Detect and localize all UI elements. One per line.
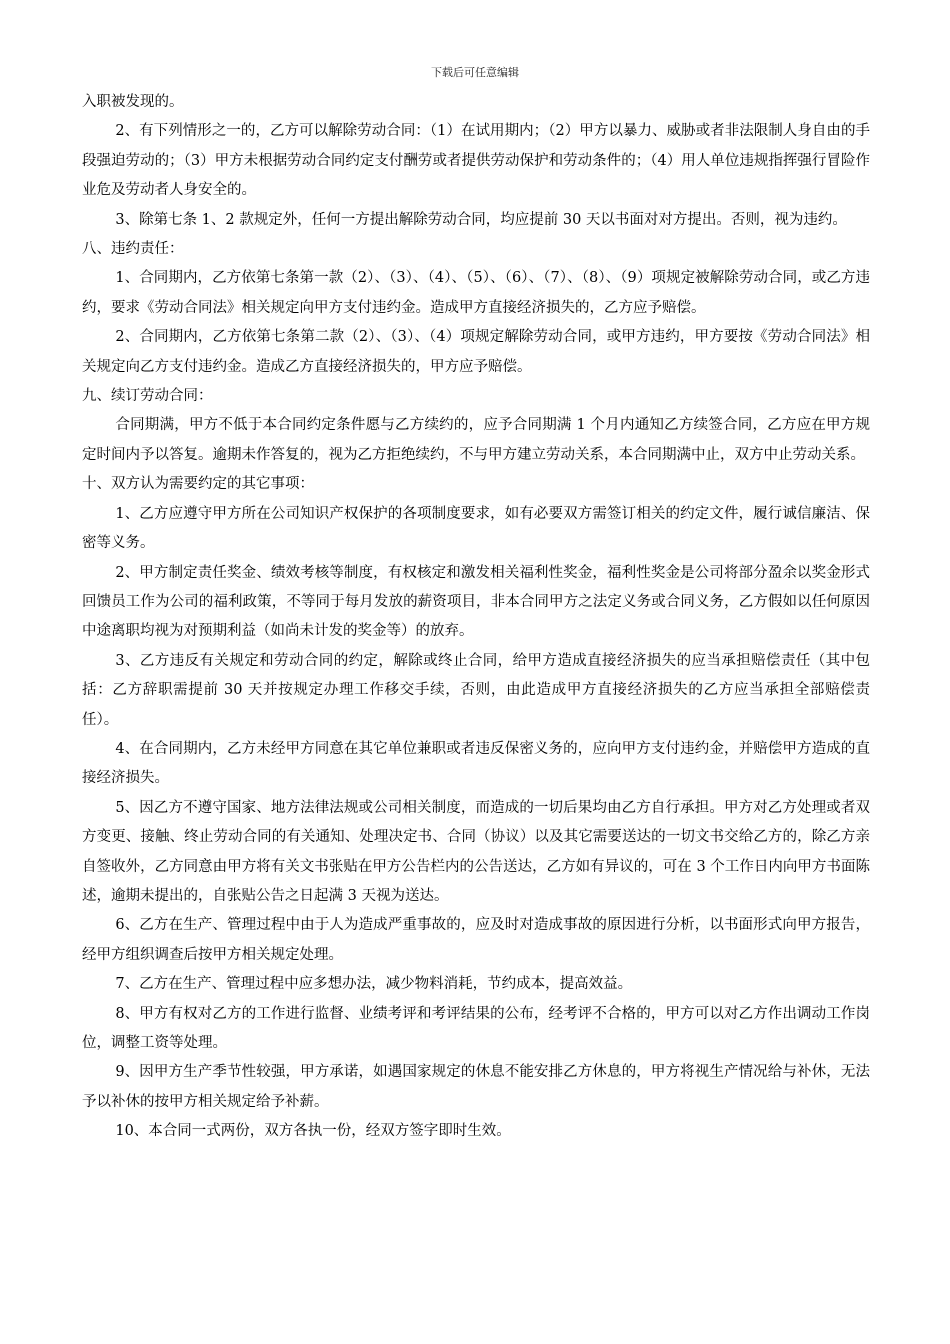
- section-heading-10: 十、双方认为需要约定的其它事项：: [82, 476, 314, 493]
- clause-10-2: 2、甲方制定责任奖金、绩效考核等制度，有权核定和激发相关福利性奖金，福利性奖金是公司将部分盈余以奖金形式回馈员工作为公司的福利政策，不等同于每月发放的薪资项目，非本合同甲方之法定义务或合同义务，乙方假如以任何原因中途离职均视为对预期利益（如尚未计发的奖金等）的放弃。: [82, 564, 870, 640]
- section-heading-8: 八、违约责任：: [82, 241, 184, 258]
- paragraph-continuation: 入职被发现的。: [82, 94, 184, 110]
- clause-9: 合同期满，甲方不低于本合同约定条件愿与乙方续约的，应予合同期满 1 个月内通知乙方续签合同，乙方应在甲方规定时间内予以答复。逾期未作答复的，视为乙方拒绝续约，不与甲方建立劳动关系，本合同期满中止，双方中止劳动关系。: [82, 417, 870, 463]
- clause-10-8: 8、甲方有权对乙方的工作进行监督、业绩考评和考评结果的公布，经考评不合格的，甲方可以对乙方作出调动工作岗位，调整工资等处理。: [82, 1005, 870, 1051]
- clause-8-1: 1、合同期内，乙方依第七条第一款（2）、（3）、（4）、（5）、（6）、（7）、（8）、（9）项规定被解除劳动合同，或乙方违约，要求《劳动合同法》相关规定向甲方支付违约金。造成甲方直接经济损失的，乙方应予赔偿。: [82, 270, 870, 316]
- section-heading-9: 九、续订劳动合同：: [82, 388, 213, 405]
- clause-10-4: 4、在合同期内，乙方未经甲方同意在其它单位兼职或者违反保密义务的，应向甲方支付违约金，并赔偿甲方造成的直接经济损失。: [82, 740, 870, 787]
- clause-10-10: 10、本合同一式两份，双方各执一份，经双方签字即时生效。: [115, 1123, 511, 1140]
- clause-7-2: 2、有下列情形之一的，乙方可以解除劳动合同：（1）在试用期内；（2）甲方以暴力、威胁或者非法限制人身自由的手段强迫劳动的；（3）甲方未根据劳动合同约定支付酬劳或者提供劳动保护和劳动条件的；（4）用人单位违规指挥强行冒险作业危及劳动者人身安全的。: [82, 123, 870, 199]
- clause-8-2: 2、合同期内，乙方依第七条第二款（2）、（3）、（4）项规定解除劳动合同，或甲方违约，甲方要按《劳动合同法》相关规定向乙方支付违约金。造成乙方直接经济损失的，甲方应予赔偿。: [82, 329, 870, 375]
- clause-10-6: 6、乙方在生产、管理过程中由于人为造成严重事故的，应及时对造成事故的原因进行分析，以书面形式向甲方报告，经甲方组织调查后按甲方相关规定处理。: [82, 917, 870, 963]
- clause-10-1: 1、乙方应遵守甲方所在公司知识产权保护的各项制度要求，如有必要双方需签订相关的约定文件，履行诚信廉洁、保密等义务。: [82, 505, 870, 552]
- clause-7-3: 3、除第七条 1、2 款规定外，任何一方提出解除劳动合同，均应提前 30 天以书面对对方提出。否则，视为违约。: [115, 211, 847, 228]
- clause-10-3: 3、乙方违反有关规定和劳动合同的约定，解除或终止合同，给甲方造成直接经济损失的应当承担赔偿责任（其中包括：乙方辞职需提前 30 天并按规定办理工作移交手续，否则，由此造成甲方直接经济损失的乙方应当承担全部赔偿责任）。: [82, 652, 870, 728]
- document-body: [82, 88, 870, 1147]
- clause-10-5: 5、因乙方不遵守国家、地方法律法规或公司相关制度，而造成的一切后果均由乙方自行承担。甲方对乙方处理或者双方变更、接触、终止劳动合同的有关通知、处理决定书、合同（协议）以及其它需要送达的一切文书交给乙方的，除乙方亲自签收外，乙方同意由甲方将有关文书张贴在甲方公告栏内的公告送达，乙方如有异议的，可在 3 个工作日内向甲方书面陈述，逾期未提出的，自张贴公告之日起满 3 天视为送达。: [82, 799, 870, 904]
- page-header: 下载后可任意编辑: [431, 66, 519, 79]
- clause-10-9: 9、因甲方生产季节性较强，甲方承诺，如遇国家规定的休息不能安排乙方休息的，甲方将视生产情况给与补休，无法予以补休的按甲方相关规定给予补薪。: [82, 1064, 870, 1110]
- clause-10-7: 7、乙方在生产、管理过程中应多想办法，减少物料消耗，节约成本，提高效益。: [115, 976, 633, 993]
